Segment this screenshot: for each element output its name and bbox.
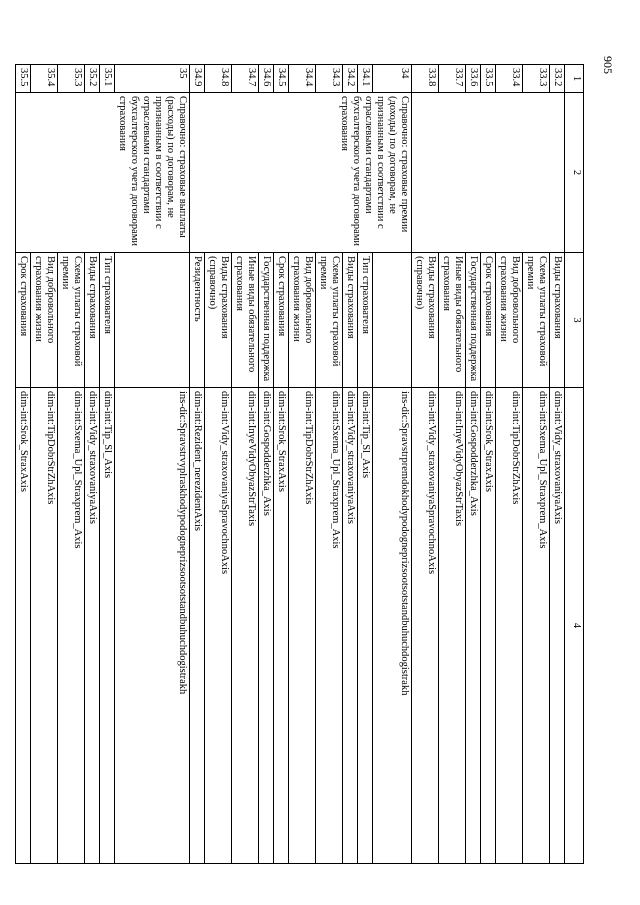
row-dimension: Срок страхования — [16, 253, 31, 388]
row-number: 35.2 — [85, 65, 100, 93]
row-dimension: Иные виды обязательного страхования — [232, 253, 259, 388]
row-dimension: Государственная поддержка — [259, 253, 274, 388]
row-dimension: Виды страхования — [85, 253, 100, 388]
document-table — [15, 64, 584, 864]
row-dimension: Виды страхования — [550, 253, 565, 388]
row-number: 33.5 — [481, 65, 496, 93]
row-number: 35.3 — [58, 65, 85, 93]
row-dimension — [115, 253, 190, 388]
page-number: 905 — [601, 56, 615, 74]
row-dimension: Виды страхования — [343, 253, 358, 388]
row-name: Справочно: страховые выплаты (расходы) по договорам, не признанным в соответствии с отраслевыми стандартами бухгалтерского учета договорами страхования — [16, 93, 190, 253]
table-row — [550, 65, 565, 864]
row-axis: dim-int:Vidy_straxovaniyaAxis — [343, 388, 358, 864]
row-number: 34.2 — [343, 65, 358, 93]
row-axis: dim-int:Vidy_straxovaniyaAxis — [85, 388, 100, 864]
row-number: 34.5 — [274, 65, 289, 93]
row-dimension: Государственная поддержка — [466, 253, 481, 388]
row-dimension: Вид добровольного страхования жизни — [289, 253, 316, 388]
row-number: 34.4 — [289, 65, 316, 93]
row-number: 34.1 — [358, 65, 373, 93]
row-dimension: Срок страхования — [481, 253, 496, 388]
row-dimension: Тип страхователя — [100, 253, 115, 388]
table-row-group-head — [373, 65, 412, 864]
row-axis: ins-dic:Spravstrvyplraskhodypodogneprizsootsotstandbuhuchdogistrakh — [115, 388, 190, 864]
table-header-row — [565, 65, 584, 864]
header-col-2: 2 — [565, 93, 584, 253]
row-number: 34.3 — [316, 65, 343, 93]
row-number: 33.7 — [439, 65, 466, 93]
row-axis: dim-int:InyeVidyObyazStrTaxis — [439, 388, 466, 864]
row-dimension — [373, 253, 412, 388]
row-axis: dim-int:Srok_StraxAxis — [16, 388, 31, 864]
row-dimension: Схема уплаты страховой премии — [58, 253, 85, 388]
row-number: 33.4 — [496, 65, 523, 93]
row-axis: dim-int:Gospodderzhka_Axis — [466, 388, 481, 864]
row-axis: dim-int:Srok_StraxAxis — [481, 388, 496, 864]
row-axis: dim-int:Sxema_Upl_Straxprem_Axis — [316, 388, 343, 864]
row-number: 35.5 — [16, 65, 31, 93]
row-dimension: Вид добровольного страхования жизни — [31, 253, 58, 388]
row-dimension: Схема уплаты страховой премии — [523, 253, 550, 388]
row-axis: dim-int:Sxema_Upl_Straxprem_Axis — [523, 388, 550, 864]
row-axis: dim-int:Vidy_straxovaniyaAxis — [550, 388, 565, 864]
row-number: 34.6 — [259, 65, 274, 93]
row-dimension: Резидентность — [190, 253, 205, 388]
row-number: 33.6 — [466, 65, 481, 93]
row-axis: dim-int:InyeVidyObyazStrTaxis — [232, 388, 259, 864]
row-dimension: Вид добровольного страхования жизни — [496, 253, 523, 388]
row-axis: dim-int:Tip_Sl_Axis — [358, 388, 373, 864]
row-number: 33.8 — [412, 65, 439, 93]
row-axis: ins-dic:Spravstrpremdokhodypodogneprizsootsotstandbuhuchdogistrakh — [373, 388, 412, 864]
row-dimension: Срок страхования — [274, 253, 289, 388]
header-col-4: 4 — [565, 388, 584, 864]
row-number: 34.9 — [190, 65, 205, 93]
rotated-page-container — [18, 64, 584, 864]
row-axis: dim-int:Gospodderzhka_Axis — [259, 388, 274, 864]
row-dimension: Схема уплаты страховой премии — [316, 253, 343, 388]
row-number: 35 — [115, 65, 190, 93]
table-row-group-head — [115, 65, 190, 864]
row-name: Справочно: страховые премии (доходы) по договорам, не признанным в соответствии с отраслевыми стандартами бухгалтерского учета договорами страхования — [190, 93, 412, 253]
row-number: 35.4 — [31, 65, 58, 93]
row-number: 34 — [373, 65, 412, 93]
row-number: 35.1 — [100, 65, 115, 93]
row-name-cell — [412, 93, 565, 253]
row-dimension: Виды страхования (справочно) — [205, 253, 232, 388]
row-axis: dim-int:Vidy_straxovaniyaSpravochnoAxis — [412, 388, 439, 864]
row-dimension: Иные виды обязательного страхования — [439, 253, 466, 388]
row-axis: dim-int:Tip_Sl_Axis — [100, 388, 115, 864]
header-col-1: 1 — [565, 65, 584, 93]
row-number: 33.3 — [523, 65, 550, 93]
row-axis: dim-int:Vidy_straxovaniyaSpravochnoAxis — [205, 388, 232, 864]
row-axis: dim-int:TipDobrStrZhAxis — [496, 388, 523, 864]
row-axis: dim-int:TipDobrStrZhAxis — [289, 388, 316, 864]
row-axis: dim-int:Rezident_nerezidentAxis — [190, 388, 205, 864]
row-number: 34.8 — [205, 65, 232, 93]
row-axis: dim-int:Srok_StraxAxis — [274, 388, 289, 864]
row-axis: dim-int:TipDobrStrZhAxis — [31, 388, 58, 864]
row-number: 34.7 — [232, 65, 259, 93]
header-col-3: 3 — [565, 253, 584, 388]
row-number: 33.2 — [550, 65, 565, 93]
row-dimension: Виды страхования (справочно) — [412, 253, 439, 388]
row-dimension: Тип страхователя — [358, 253, 373, 388]
row-axis: dim-int:Sxema_Upl_Straxprem_Axis — [58, 388, 85, 864]
